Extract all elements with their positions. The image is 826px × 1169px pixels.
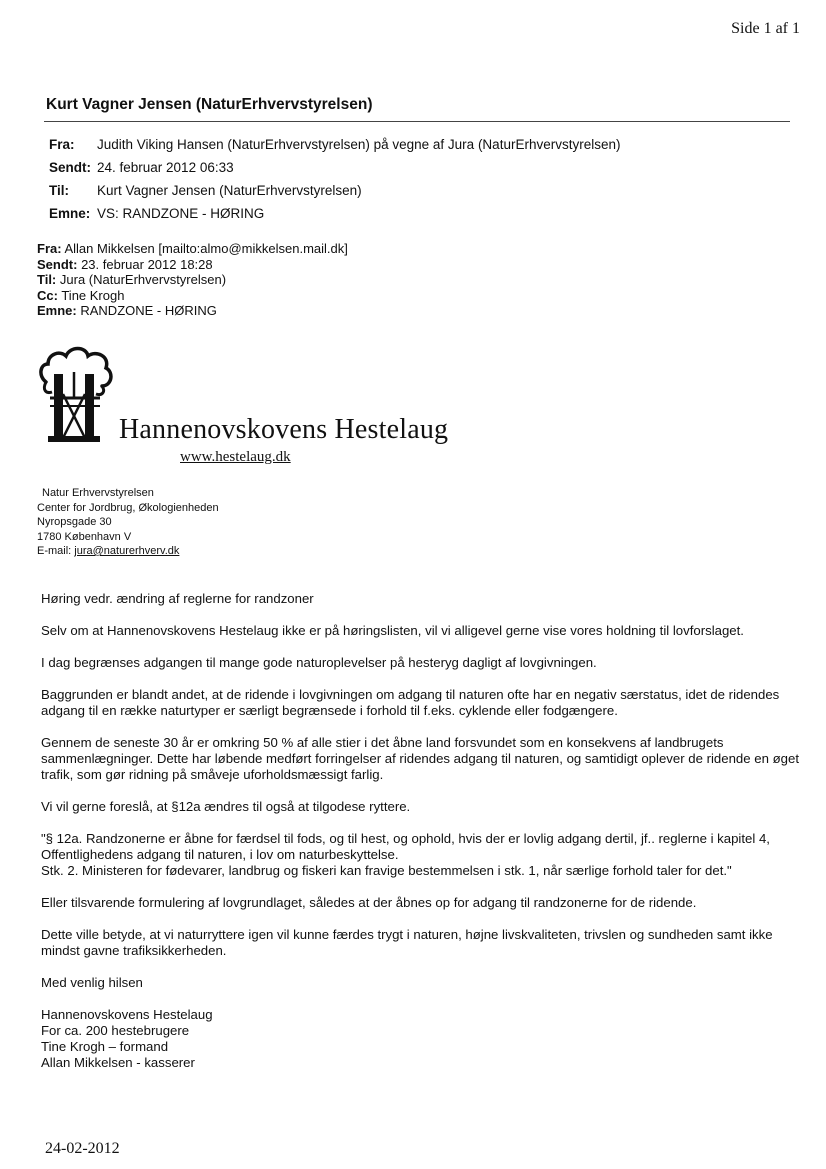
signature-block: [41, 1007, 811, 1071]
paragraph: Dette ville betyde, at vi naturryttere igen vil kunne færdes trygt i naturen, højne livskvaliteten, trivslen og sundheden samt ikke mindst gavne trafiksikkerheden.: [41, 927, 773, 958]
paragraph: Baggrunden er blandt andet, at de ridende i lovgivningen om adgang til naturen ofte har en negativ særstatus, idet de ridendes adgang til en række naturtyper er særligt begrænsede i forhold til f.eks. cyklende eller fodgængere.: [41, 687, 780, 718]
field-value: Tine Krogh: [61, 287, 125, 303]
field-value: Allan Mikkelsen [mailto:almo@mikkelsen.mail.dk]: [64, 241, 348, 256]
address-line: Nyropsgade 30: [37, 516, 112, 528]
field-label: Cc:: [37, 287, 58, 303]
forwarded-email-header: [37, 241, 348, 319]
header-divider: [44, 121, 790, 122]
field-label: Fra:: [37, 241, 62, 256]
paragraph: Selv om at Hannenovskovens Hestelaug ikke er på høringslisten, vil vi alligevel gerne vise vores holdning til lovforslaget.: [41, 623, 744, 638]
field-label: Emne:: [37, 303, 77, 318]
field-label: Sendt:: [49, 160, 91, 175]
outer-sender-heading: Kurt Vagner Jensen (NaturErhvervstyrelsen): [46, 96, 373, 113]
paragraph: Gennem de seneste 30 år er omkring 50 % af alle stier i det åbne land forsvundet som en konsekvens af landbrugets sammenlægninger. Dette har løbende medført forringelser af ridendes adgang til naturen, og samtidigt oplever de ridende en øget trafik, som gør ridning på småveje uforholdsmæssigt farlig.: [41, 735, 799, 782]
recipient-address: [37, 486, 219, 559]
fwd-to-row: [37, 272, 348, 288]
signature-line: Hannenovskovens Hestelaug: [41, 1007, 213, 1022]
address-email-line: [37, 544, 219, 559]
fwd-sent-row: [37, 257, 348, 273]
proposal-quote: "§ 12a. Randzonerne er åbne for færdsel til fods, og til hest, og ophold, hvis der er lovlig adgang dertil, jf.. reglerne i kapitel 4, Offentlighedens adgang til naturen, i lov om naturbeskyttelse.: [41, 831, 770, 862]
field-label: Emne:: [49, 206, 91, 221]
footer-date: 24-02-2012: [45, 1140, 120, 1157]
fwd-subject-row: [37, 303, 348, 319]
fwd-cc-row: [37, 288, 348, 304]
field-label: Fra:: [49, 137, 75, 152]
signature-line: Tine Krogh – formand: [41, 1039, 169, 1054]
field-label: Sendt:: [37, 256, 78, 272]
field-value: 23. februar 2012 18:28: [81, 256, 213, 272]
signature-line: Allan Mikkelsen - kasserer: [41, 1055, 195, 1070]
address-line: 1780 København V: [37, 530, 132, 543]
email-link[interactable]: jura@naturerhverv.dk: [74, 545, 180, 557]
paragraph: Eller tilsvarende formulering af lovgrundlaget, således at der åbnes op for adgang til randzonerne for de ridende.: [41, 895, 697, 910]
closing: Med venlig hilsen: [41, 975, 143, 990]
field-value: VS: RANDZONE - HØRING: [97, 206, 265, 221]
outer-sent-row: [49, 156, 620, 179]
address-line: Center for Jordbrug, Økologienheden: [37, 501, 219, 514]
outer-email-header: [49, 133, 620, 225]
email-label: E-mail:: [37, 545, 75, 557]
paragraph: I dag begrænses adgangen til mange gode naturoplevelser på hesteryg dagligt af lovgivningen.: [41, 655, 597, 670]
field-value: Kurt Vagner Jensen (NaturErhvervstyrelsen): [97, 183, 362, 198]
field-value: Jura (NaturErhvervstyrelsen): [59, 272, 227, 287]
outer-from-row: [49, 133, 620, 156]
field-label: Til:: [49, 183, 69, 198]
letter-body: [41, 591, 811, 1071]
horse-club-tree-logo-icon: [36, 342, 116, 451]
paragraph: Vi vil gerne foreslå, at §12a ændres til også at tilgodese ryttere.: [41, 799, 411, 814]
outer-to-row: [49, 179, 620, 202]
field-label: Til:: [37, 272, 57, 287]
proposal-quote-stk2: Stk. 2. Ministeren for fødevarer, landbrug og fiskeri kan fravige bestemmelsen i stk. 1, når særlige forhold taler for det.": [41, 863, 732, 878]
letterhead-org-name: Hannenovskovens Hestelaug: [119, 414, 449, 445]
field-value: Judith Viking Hansen (NaturErhvervstyrelsen) på vegne af Jura (NaturErhvervstyrelsen): [97, 137, 621, 152]
outer-subject-row: [49, 202, 620, 225]
letterhead-url[interactable]: www.hestelaug.dk: [180, 449, 291, 465]
field-value: RANDZONE - HØRING: [80, 303, 217, 318]
field-value: 24. februar 2012 06:33: [97, 160, 234, 175]
page-number: Side 1 af 1: [731, 20, 800, 37]
address-line: Natur Erhvervstyrelsen: [42, 487, 154, 499]
fwd-from-row: [37, 241, 348, 257]
letter-subject: Høring vedr. ændring af reglerne for randzoner: [41, 591, 314, 606]
signature-line: For ca. 200 hestebrugere: [41, 1023, 190, 1038]
